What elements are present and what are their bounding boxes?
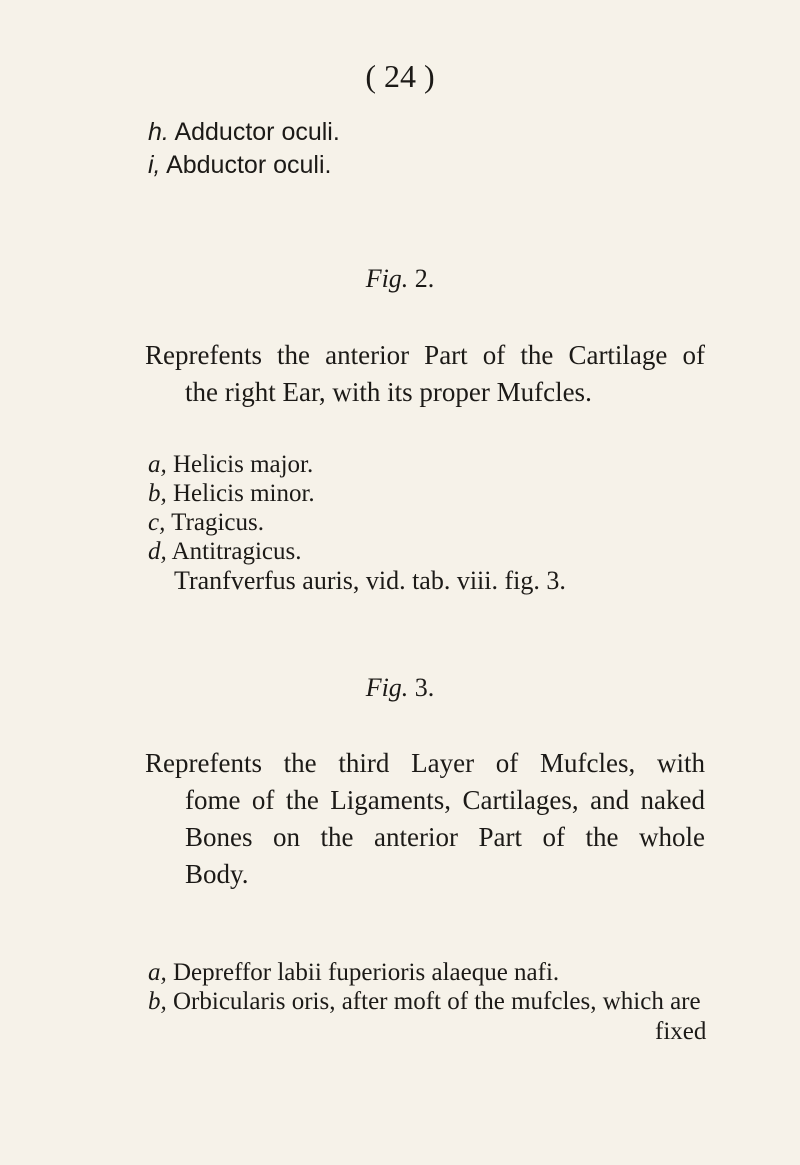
item-key: b, bbox=[148, 988, 167, 1015]
entry-i bbox=[148, 149, 331, 181]
item-text: Orbicularis oris, after moft of the mufcles, which are bbox=[173, 988, 701, 1015]
item-key: c, bbox=[148, 509, 166, 536]
fig3-items bbox=[148, 958, 708, 1016]
item-text: Antitragicus. bbox=[171, 538, 302, 565]
item-key: a, bbox=[148, 451, 167, 478]
description-line: Body. bbox=[185, 859, 249, 889]
item-key: d, bbox=[148, 538, 167, 565]
entry-key: h. bbox=[148, 118, 169, 146]
description-line: the right Ear, with its proper Mufcles. bbox=[185, 377, 592, 407]
item-text: Helicis minor. bbox=[173, 480, 315, 507]
entry-text: Abductor oculi. bbox=[166, 151, 332, 179]
fig3-heading bbox=[0, 673, 800, 703]
entry-text: Adductor oculi. bbox=[174, 118, 340, 146]
description-line: fome of the Ligaments, Cartilages, and naked bbox=[185, 785, 705, 815]
entry-key: i, bbox=[148, 151, 161, 179]
list-item bbox=[148, 537, 566, 566]
fig-label: Fig. bbox=[365, 264, 409, 293]
cross-reference-note: Tranfverfus auris, vid. tab. viii. fig. 3. bbox=[174, 566, 566, 595]
entry-h bbox=[148, 116, 340, 148]
item-text: Helicis major. bbox=[173, 451, 314, 478]
fig-number: 3. bbox=[414, 673, 435, 702]
list-item bbox=[148, 450, 566, 479]
fig3-description bbox=[145, 745, 705, 893]
list-item bbox=[148, 958, 708, 987]
page-number: ( 24 ) bbox=[365, 58, 435, 94]
fig2-heading bbox=[0, 264, 800, 294]
item-key: b, bbox=[148, 480, 167, 507]
item-text: Tragicus. bbox=[171, 509, 265, 536]
continuation-word: fixed bbox=[655, 1018, 707, 1045]
fig-number: 2. bbox=[414, 264, 435, 293]
fig-label: Fig. bbox=[365, 673, 409, 702]
fig2-items bbox=[148, 450, 566, 595]
description-line: Bones on the anterior Part of the whole bbox=[185, 822, 705, 852]
item-text: Depreffor labii fuperioris alaeque nafi. bbox=[173, 959, 560, 986]
description-line: Reprefents the anterior Part of the Cartilage of bbox=[145, 340, 705, 370]
fig2-description bbox=[145, 337, 705, 411]
list-item bbox=[148, 508, 566, 537]
list-item bbox=[148, 987, 708, 1016]
list-item bbox=[148, 479, 566, 508]
item-key: a, bbox=[148, 959, 167, 986]
description-line: Reprefents the third Layer of Mufcles, with bbox=[145, 748, 705, 778]
